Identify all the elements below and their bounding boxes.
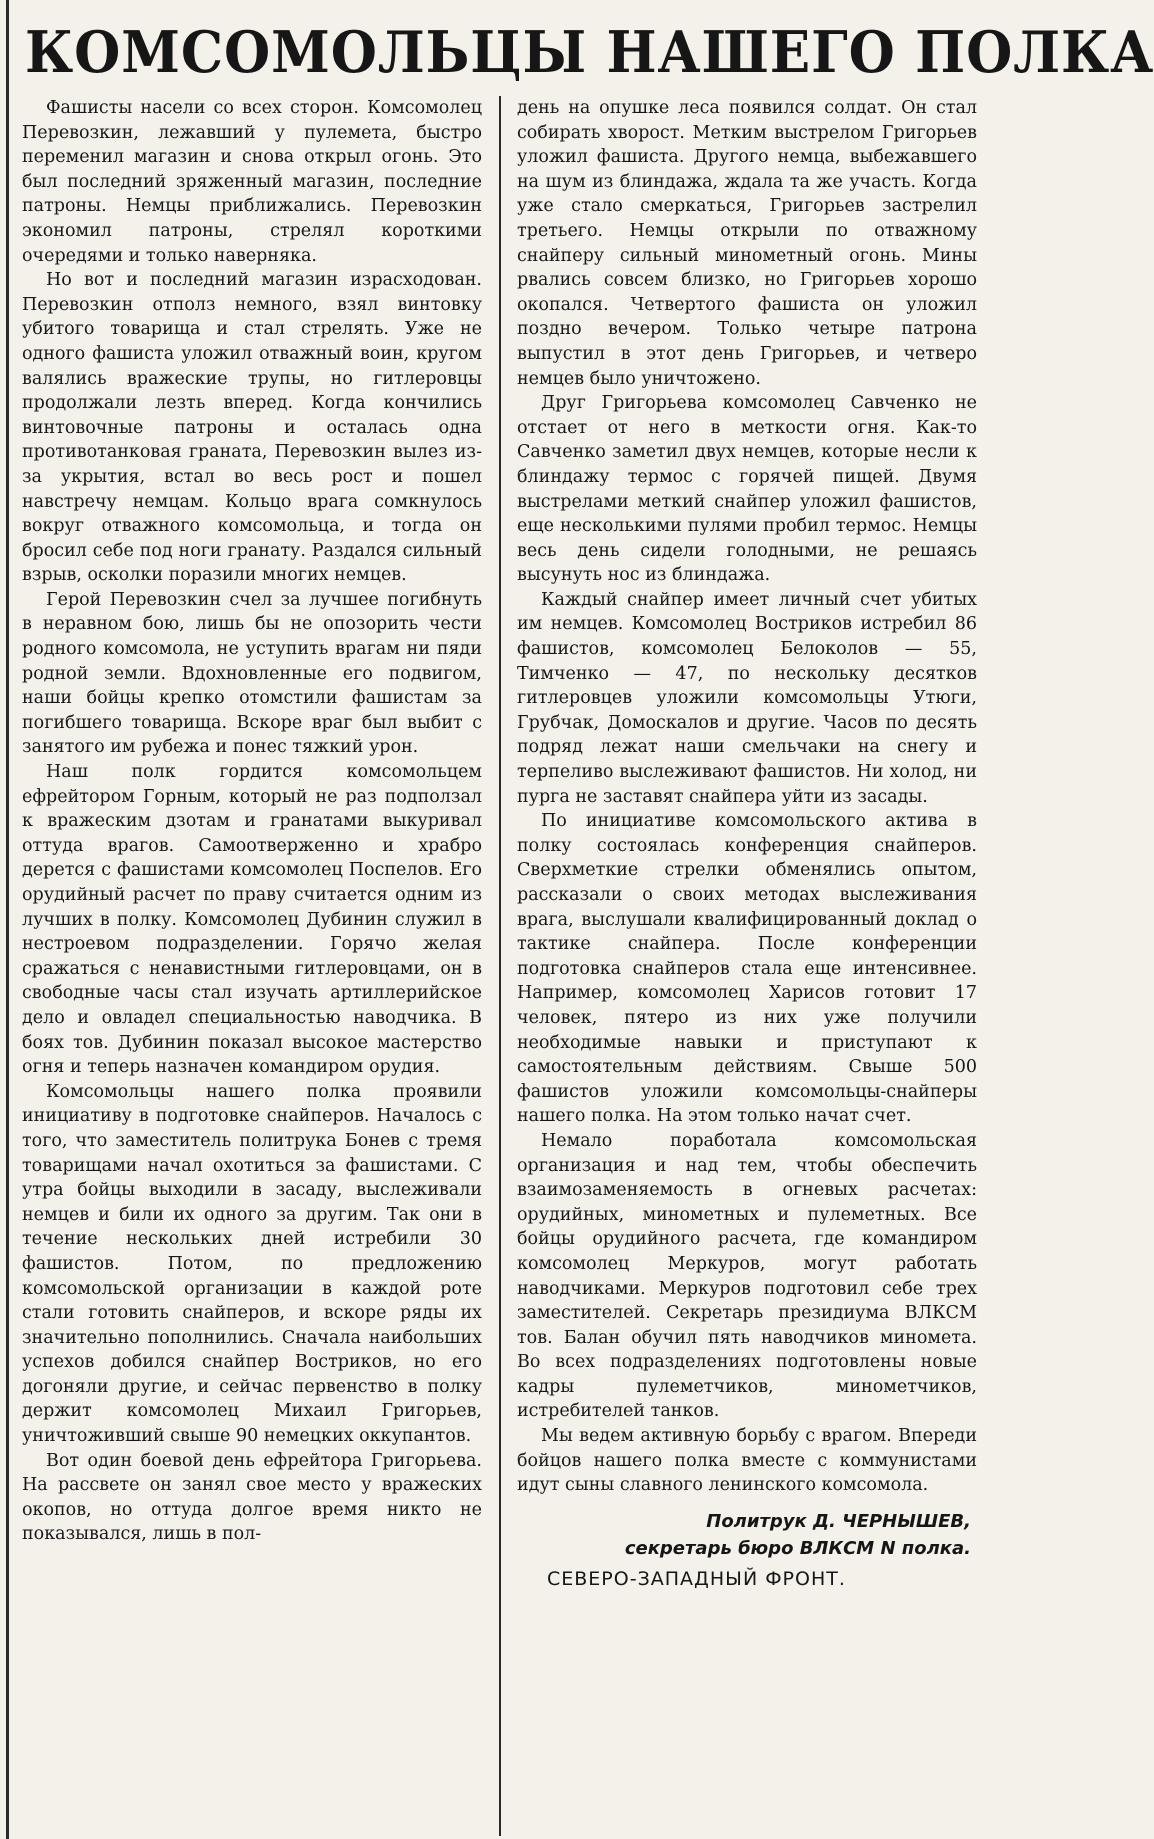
article-body [22, 96, 994, 1836]
paragraph: Каждый снайпер имеет личный счет убитых им немцев. Комсомолец Востриков истребил 86 фашистов, комсомолец Белоколов — 55, Тимченко — 47, по нескольку десятков гитлеровцев уложили комсомольцы Утюги, Грубчак, Домоскалов и другие. Часов по десять подряд лежат наши смельчаки на снегу и терпеливо выслеживают фашистов. Ни холод, ни пурга не заставят снайпера уйти из засады. [517, 589, 977, 807]
left-column [22, 96, 482, 1836]
signature-author: Политрук Д. ЧЕРНЫШЕВ, [706, 1510, 971, 1532]
column-divider [499, 96, 501, 1836]
paragraph-continuation: день на опушке леса появился солдат. Он стал собирать хворост. Метким выстрелом Григорьев уложил фашиста. Другого немца, выбежавшего на шум из блиндажа, ждала та же участь. Когда уже стало смеркаться, Григорьев застрелил третьего. Немцы открыли по отважному снайперу сильный минометный огонь. Мины рвались совсем близко, но Григорьев хорошо окопался. Четвертого фашиста он уложил поздно вечером. Только четыре патрона выпустил в этот день Григорьев, и четверо немцев было уничтожено. [517, 98, 977, 389]
front-dateline: СЕВЕРО-ЗАПАДНЫЙ ФРОНТ. [547, 1567, 846, 1590]
paragraph: Мы ведем активную борьбу с врагом. Впереди бойцов нашего полка вместе с коммунистами идут сыны славного ленинского комсомола. [517, 1426, 977, 1496]
paragraph: Вот один боевой день ефрейтора Григорьева. На рассвете он занял свое место у вражеских окопов, но оттуда долгое время никто не показывался, лишь в пол- [22, 1450, 482, 1545]
paragraph: Немало поработала комсомольская организация и над тем, чтобы обеспечить взаимозаменяемость в огневых расчетах: орудийных, минометных и пулеметных. Все бойцы орудийного расчета, где командиром комсомолец Меркуров, могут работать наводчиками. Меркуров подготовил себе трех заместителей. Секретарь президиума ВЛКСМ тов. Балан обучил пять наводчиков миномета. Во всех подразделениях подготовлены новые кадры пулеметчиков, минометчиков, истребителей танков. [517, 1130, 977, 1422]
paragraph: Герой Перевозкин счел за лучшее погибнуть в неравном бою, лишь бы не опозорить чести родного комсомола, не уступить врагам ни пяди родной земли. Вдохновленные его подвигом, наши бойцы крепко отомстили фашистам за погибшего товарища. Вскоре враг был выбит с занятого им рубежа и понес тяжкий урон. [22, 589, 482, 758]
headline: КОМСОМОЛЬЦЫ НАШЕГО ПОЛКА [25, 19, 1154, 86]
right-column [517, 96, 977, 1836]
signature [517, 1508, 977, 1562]
page-edge-rule [6, 0, 9, 1839]
paragraph: Друг Григорьева комсомолец Савченко не отстает от него в меткости огня. Как-то Савченко заметил двух немцев, которые несли к блиндажу термос с горячей пищей. Двумя выстрелами меткий снайпер уложил фашистов, еще несколькими пулями пробил термос. Немцы весь день сидели голодными, не решаясь высунуть нос из блиндажа. [517, 393, 977, 586]
paragraph: Наш полк гордится комсомольцем ефрейтором Горным, который не раз подползал к вражеским дзотам и гранатами выкуривал оттуда врагов. Самоотверженно и храбро дерется с фашистами комсомолец Поспелов. Его орудийный расчет по праву считается одним из лучших в полку. Комсомолец Дубинин служил в нестроевом подразделении. Горячо желая сражаться с ненавистными гитлеровцами, он в свободные часы стал изучать артиллерийское дело и овладел специальностью наводчика. В боях тов. Дубинин показал высокое мастерство огня и теперь назначен командиром орудия. [22, 762, 482, 1078]
signature-position: секретарь бюро ВЛКСМ N полка. [624, 1537, 971, 1559]
paragraph: По инициативе комсомольского актива в полку состоялась конференция снайперов. Сверхметкие стрелки обменялись опытом, рассказали о своих методах выслеживания врага, выслушали квалифицированный доклад о тактике снайпера. После конференции подготовка снайперов стала еще интенсивнее. Например, комсомолец Харисов готовит 17 человек, пятеро из них уже получили необходимые навыки и приступают к самостоятельным действиям. Свыше 500 фашистов уложили комсомольцы-снайперы нашего полка. На этом только начат счет. [517, 811, 977, 1127]
paragraph: Но вот и последний магазин израсходован. Перевозкин отполз немного, взял винтовку убитого товарища и стал стрелять. Уже не одного фашиста уложил отважный воин, кругом валялись вражеские трупы, но гитлеровцы продолжали лезть вперед. Когда кончились винтовочные патроны и осталась одна противотанковая граната, Перевозкин вылез из-за укрытия, встал во весь рост и пошел навстречу немцам. Кольцо врага сомкнулось вокруг отважного комсомольца, и тогда он бросил себе под ноги гранату. Раздался сильный взрыв, осколки поразили многих немцев. [22, 270, 482, 586]
paragraph: Комсомольцы нашего полка проявили инициативу в подготовке снайперов. Началось с того, что заместитель политрука Бонев с тремя товарищами начал охотиться за фашистами. С утра бойцы выходили в засаду, выслеживали немцев и били их одного за другим. Так они в течение нескольких дней истребили 30 фашистов. Потом, по предложению комсомольской организации в каждой роте стали готовить снайперов, и вскоре ряды их значительно пополнились. Сначала наибольших успехов добился снайпер Востриков, но его догоняли другие, и сейчас первенство в полку держит комсомолец Михаил Григорьев, уничтоживший свыше 90 немецких оккупантов. [22, 1081, 482, 1447]
paragraph: Фашисты насели со всех сторон. Комсомолец Перевозкин, лежавший у пулемета, быстро переменил магазин и снова открыл огонь. Это был последний зряженный магазин, последние патроны. Немцы приближались. Перевозкин экономил патроны, стрелял короткими очередями и только наверняка. [22, 98, 482, 266]
